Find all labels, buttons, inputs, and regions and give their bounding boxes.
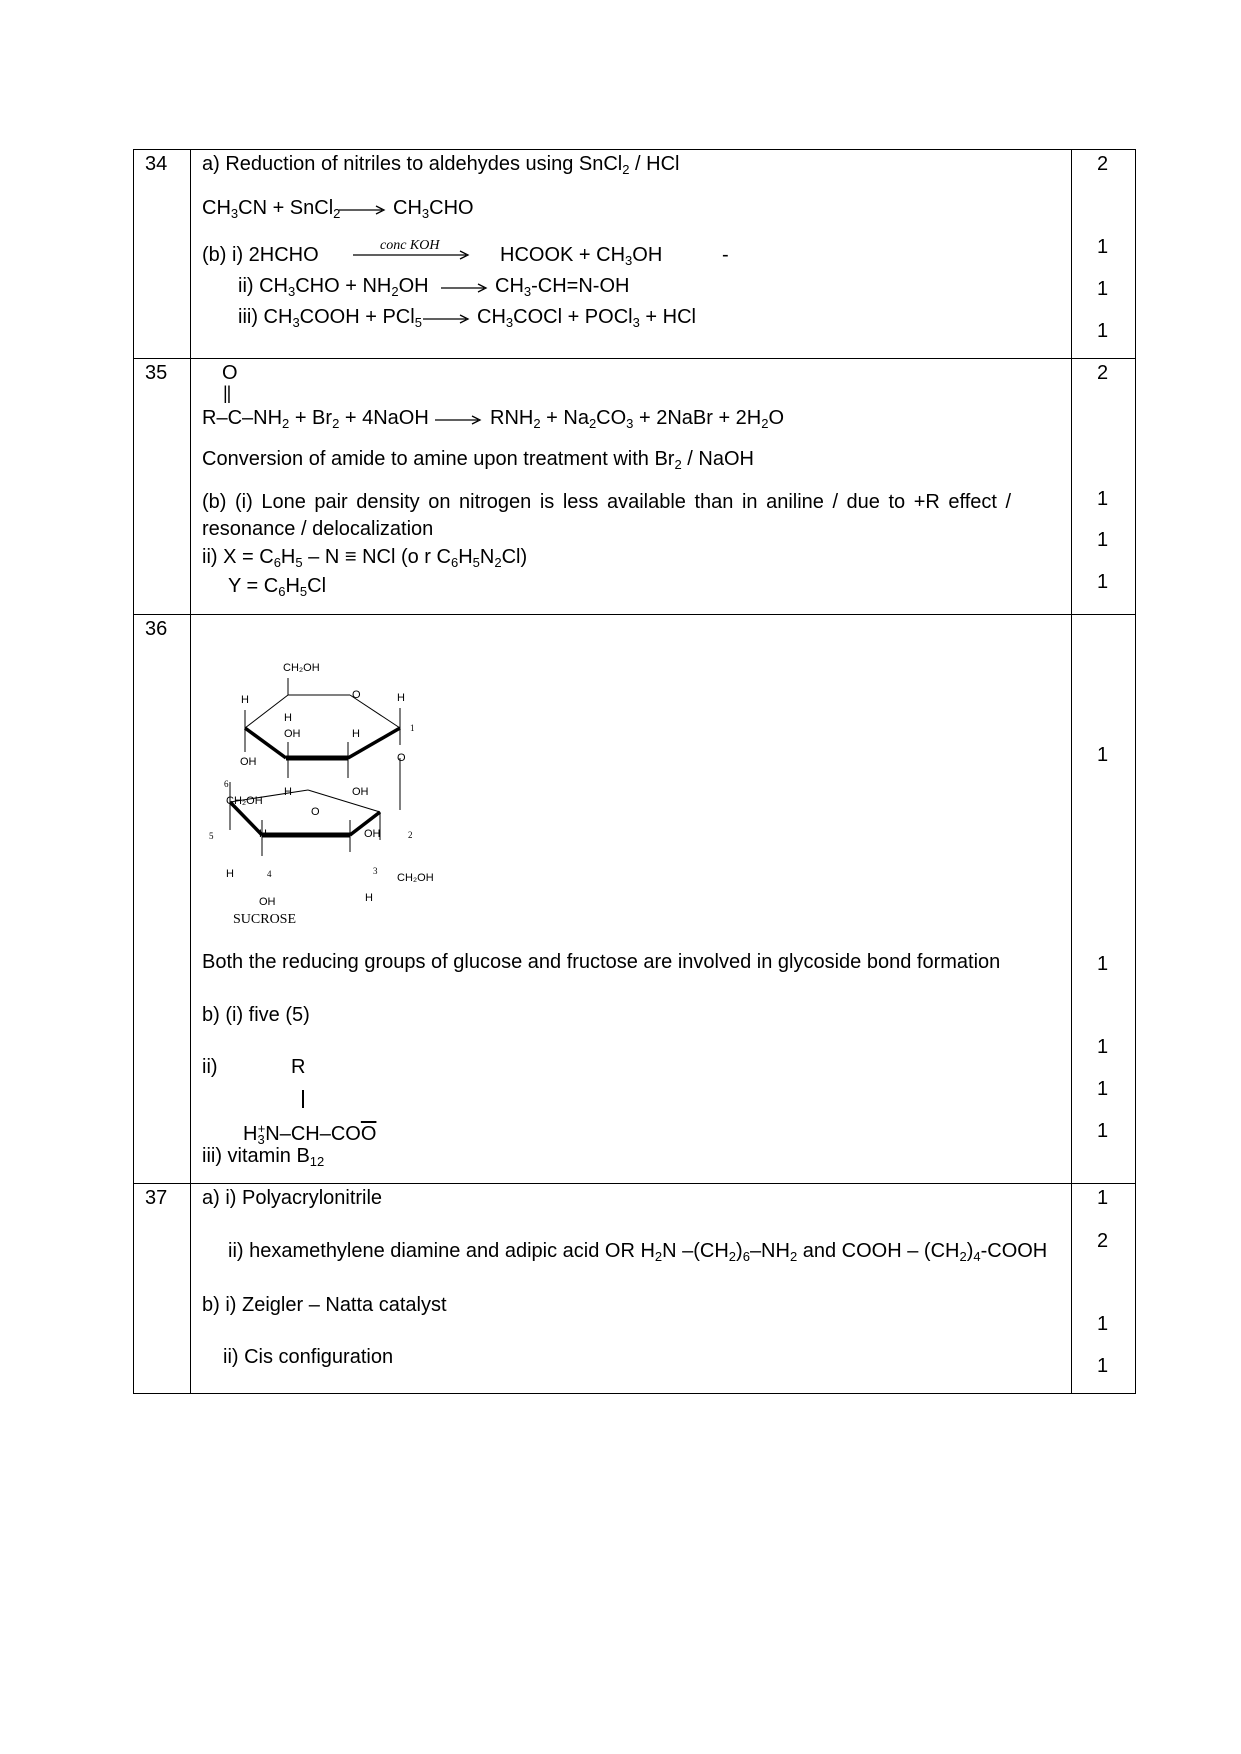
sucrose-label: H [259,828,267,840]
q37-b-ii: ii) Cis configuration [223,1346,394,1368]
table-border-top [133,149,1136,150]
table-row-divider [133,614,1136,615]
table-border-col2 [1071,149,1072,1394]
sucrose-label: OH [364,828,381,840]
marks-value: 1 [1097,1187,1109,1209]
sucrose-label: H [241,694,249,706]
sucrose-label: CH₂OH [226,795,263,807]
sucrose-label: 4 [267,869,272,879]
marks-value: 1 [1097,571,1109,593]
sucrose-label: H [284,712,292,724]
marks-value: 1 [1097,1036,1109,1058]
q34-b-i-product: HCOOK + $CH_3OH$ [500,244,663,268]
table-border-col1 [190,149,191,1394]
q36-r-group: R [291,1056,306,1078]
q35-carbonyl-oxygen: O [222,362,238,384]
question-number: 35 [145,362,168,384]
q34-b-i-reagent: conc KOH [380,238,440,253]
marks-value: 1 [1097,1313,1109,1335]
q35-equation-products: $RNH_2 + Na_2CO_3$ + 2NaBr + $2H_2O$ [490,407,785,431]
sucrose-label: H [284,786,292,798]
marks-value: 2 [1097,1230,1109,1252]
marks-value: 1 [1097,488,1109,510]
sucrose-label: O [397,752,406,764]
sucrose-label: CH₂OH [397,872,434,884]
question-number: 34 [145,153,168,175]
reaction-arrow-icon [338,196,388,220]
q36-r-bond [302,1090,304,1108]
q35-equation-reactants: $R-C-NH_2 + Br_2$ + 4NaOH [202,407,429,431]
q35-b-ii-y: $Y = C_6H_5Cl$ [228,575,327,599]
reaction-arrow-icon [440,274,490,298]
marks-value: 1 [1097,529,1109,551]
sucrose-label: H [226,868,234,880]
sucrose-label: H [352,728,360,740]
q34-a-product: $CH_3CHO$ [393,197,474,221]
q34-b-iii-reactant: iii) $CH_3COOH + PCl_5$ [238,306,422,330]
q35-b-i-line2: resonance / delocalization [202,518,434,540]
sucrose-label: OH [352,786,369,798]
q34-b-i-reactant: (b) i) 2HCHO [202,244,319,266]
q36-b-iii: iii) vitamin $B_{12}$ [202,1145,325,1169]
q36-both-reducing: Both the reducing groups of glucose and fructose are involved in glycoside bond formation [202,951,1001,973]
marks-value: 1 [1097,1120,1109,1142]
table-border-right [1135,149,1136,1394]
q34-a-title: a) Reduction of nitriles to aldehydes using SnCl$_2$ / HCl [202,153,680,177]
marks-value: 2 [1097,153,1109,175]
q34-a-equation: $CH_3CN$ + SnCl$_2$ [202,197,341,221]
sucrose-label: 1 [410,723,415,733]
marks-value: 1 [1097,1355,1109,1377]
sucrose-label: 2 [408,830,413,840]
table-border-bottom [133,1393,1136,1394]
marks-value: 1 [1097,744,1109,766]
reaction-arrow-icon [434,406,484,430]
reaction-arrow-icon [352,242,472,266]
marks-value: 1 [1097,320,1109,342]
sucrose-label: H [365,892,373,904]
q34-b-i-dash: - [722,244,729,266]
table-border-left [133,149,134,1394]
table-row-divider [133,358,1136,359]
marks-value: 1 [1097,236,1109,258]
q34-b-ii-product: $CH_3-CH=N-OH$ [495,275,630,299]
question-number: 37 [145,1187,168,1209]
q35-b-ii-x: ii) $X = C_6H_5 - N$ ≡ NCl (o r $C_6H_5N_2Cl$) [202,546,528,570]
sucrose-label: H [397,692,405,704]
sucrose-label: OH [240,756,257,768]
q35-b-i-line1: (b) (i) Lone pair density on nitrogen is less available than in aniline / due to +R effect / [202,491,1012,513]
sucrose-label: OH [284,728,301,740]
q34-b-ii-reactant: ii) $CH_3CHO + NH_2OH$ [238,275,429,299]
sucrose-label: 6 [224,779,229,789]
sucrose-label: OH [259,896,276,908]
q36-zwitterion: $H_3^+N-CH$–COO [243,1121,377,1147]
marks-value: 1 [1097,278,1109,300]
q37-a-ii: ii) hexamethylene diamine and adipic acid OR $H_2N$ $-(CH_2)_6-NH_2$ and COOH – $(CH_2)_4$-COOH [228,1240,1048,1264]
sucrose-label: 3 [373,866,378,876]
sucrose-label: O [311,806,320,818]
marks-value: 1 [1097,1078,1109,1100]
q35-double-bond: || [223,383,231,403]
sucrose-label: CH₂OH [283,662,320,674]
sucrose-label: O [352,689,361,701]
q37-a-i: a) i) Polyacrylonitrile [202,1187,383,1209]
question-number: 36 [145,618,168,640]
marks-value: 2 [1097,362,1109,384]
q36-b-ii: ii) [202,1056,218,1078]
sucrose-label: 5 [209,831,214,841]
marks-value: 1 [1097,953,1109,975]
q35-conversion: Conversion of amide to amine upon treatment with $Br_2$ / NaOH [202,448,754,472]
reaction-arrow-icon [422,305,472,329]
table-row-divider [133,1183,1136,1184]
q36-b-i: b) (i) five (5) [202,1004,310,1026]
sucrose-caption: SUCROSE [233,912,297,927]
q34-b-iii-product: $CH_3COCl$ + POCl$_3$ + HCl [477,306,696,330]
q37-b-i: b) i) Zeigler – Natta catalyst [202,1294,447,1316]
